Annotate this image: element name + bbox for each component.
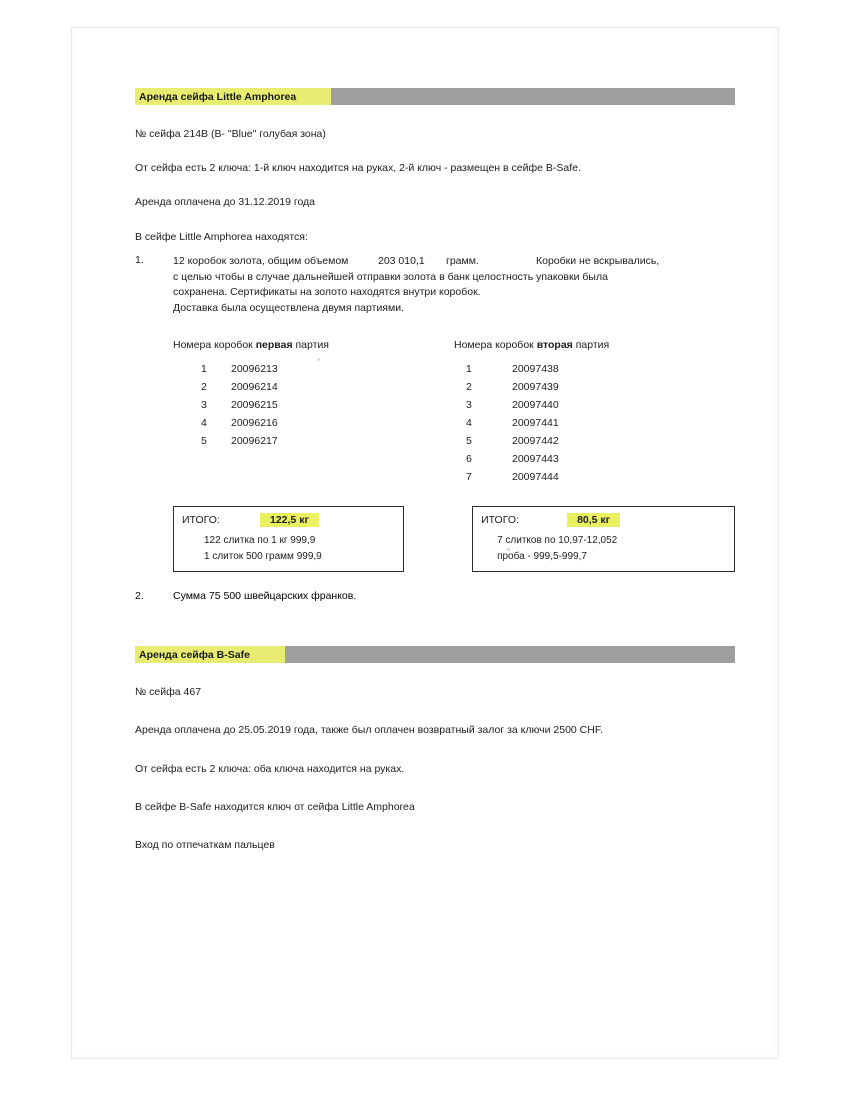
item1-rest-1: с целью чтобы в случае дальнейшей отправки золота в банк целостность упаковки была [173,270,608,283]
b-safe-entry-line: Вход по отпечаткам пальцев [135,839,275,852]
item1-tail: Коробки не вскрывались, [536,254,660,267]
keys-line: От сейфа есть 2 ключа: 1-й ключ находится на руках, 2-й ключ - размещен в сейфе B-Safe. [135,162,581,175]
box-number: 20096217 [231,435,278,448]
safe-number-line: № сейфа 214В (B- "Blue" голубая зона) [135,128,326,140]
batch-second-heading-bold: вторая [536,338,573,351]
box-index: 1 [201,362,207,375]
document-content [135,88,735,876]
item1-rest-2: сохранена. Сертификаты на золото находятся внутри коробок. [173,286,481,299]
box-number: 20097439 [512,380,559,393]
box-index: 7 [466,471,472,484]
total-second-detail-1: 7 слитков по 10,97-12,052 [497,535,618,547]
box-index: 2 [201,380,207,393]
box-index: 5 [466,435,472,448]
batch-second [454,339,735,486]
total-box-second-batch [472,506,735,572]
section-title-text: Аренда сейфа B-Safe [139,648,250,661]
paper-sheet [77,28,773,1052]
box-index: 3 [466,398,472,411]
total-first-detail-1: 122 слитка по 1 кг 999,9 [204,535,316,547]
box-index: 2 [466,380,472,393]
total-first-detail-2: 1 слиток 500 грамм 999,9 [204,550,322,562]
box-row [454,432,735,450]
box-index: 4 [466,417,472,430]
box-row [454,360,735,378]
total-second-label: ИТОГО: [481,514,519,527]
box-number: 20097442 [512,435,559,448]
contents-intro-line: В сейфе Little Amphorea находятся: [135,230,308,243]
b-safe-keys-line: От сейфа есть 2 ключа: оба ключа находится на руках. [135,762,405,775]
section-header-b-safe [135,646,735,663]
section-title-highlight [135,646,285,663]
section-title-highlight [135,88,331,105]
section-header-little-amphorea [135,88,735,105]
item1-lead: 12 коробок золота, общим объемом [173,254,349,267]
total-second-top [481,513,726,527]
box-row [454,378,735,396]
total-first-label: ИТОГО: [182,514,220,527]
box-index: 3 [201,398,207,411]
box-row [173,432,454,450]
list-item-1-body [173,254,735,317]
box-number: 20097444 [512,471,559,484]
box-number: 20096214 [231,380,278,393]
batch-second-heading [454,339,735,351]
section-b-safe [135,646,735,853]
section-title-text: Аренда сейфа Little Amphorea [139,90,297,103]
b-safe-number-line: № сейфа 467 [135,686,202,699]
item1-amount: 203 010,1 [378,254,425,267]
list-item-2-number: 2. [135,590,144,603]
list-item-1 [135,254,735,317]
totals-row [173,506,735,572]
total-first-top [182,513,395,527]
batch-first-heading [173,339,454,351]
list-item-2 [135,590,735,602]
b-safe-rent-line: Аренда оплачена до 25.05.2019 года, также был оплачен возвратный залог за ключи 2500 CHF. [135,724,604,737]
total-second-detail-2: проба - 999,5-999,7 [497,550,587,562]
box-index: 5 [201,435,207,448]
batch-first-heading-prefix: Номера коробок [173,338,256,351]
box-row [454,450,735,468]
box-number: 20097440 [512,398,559,411]
box-row [454,468,735,486]
scanned-page [72,28,778,1058]
box-row [173,360,454,378]
box-row [173,396,454,414]
box-index: 6 [466,453,472,466]
box-number: 20097438 [512,362,559,375]
total-box-first-batch [173,506,404,572]
batch-columns [173,339,735,486]
box-index: 4 [201,417,207,430]
box-number: 20096215 [231,398,278,411]
box-number: 20096216 [231,417,278,430]
item1-rest-3: Доставка была осуществлена двумя партиями. [173,302,404,315]
batch-first-heading-bold: первая [255,338,293,351]
box-row [173,378,454,396]
box-row [454,396,735,414]
total-second-amount: 80,5 кг [567,513,620,527]
rent-paid-line: Аренда оплачена до 31.12.2019 года [135,196,316,209]
box-row [454,414,735,432]
batch-second-heading-suffix: партия [572,338,610,351]
item1-unit: грамм. [446,254,479,267]
total-first-amount: 122,5 кг [260,513,319,527]
batch-first [173,339,454,486]
box-row [173,414,454,432]
list-item-1-number: 1. [135,253,144,266]
batch-second-heading-prefix: Номера коробок [454,338,537,351]
box-number: 20097443 [512,453,559,466]
batch-first-heading-suffix: партия [292,338,329,351]
list-item-2-text: Сумма 75 500 швейцарских франков. [173,590,357,603]
box-index: 1 [466,362,472,375]
b-safe-contents-line: В сейфе B-Safe находится ключ от сейфа Little Amphorea [135,800,415,813]
box-number: 20097441 [512,417,559,430]
box-number: 20096213 [231,362,278,375]
